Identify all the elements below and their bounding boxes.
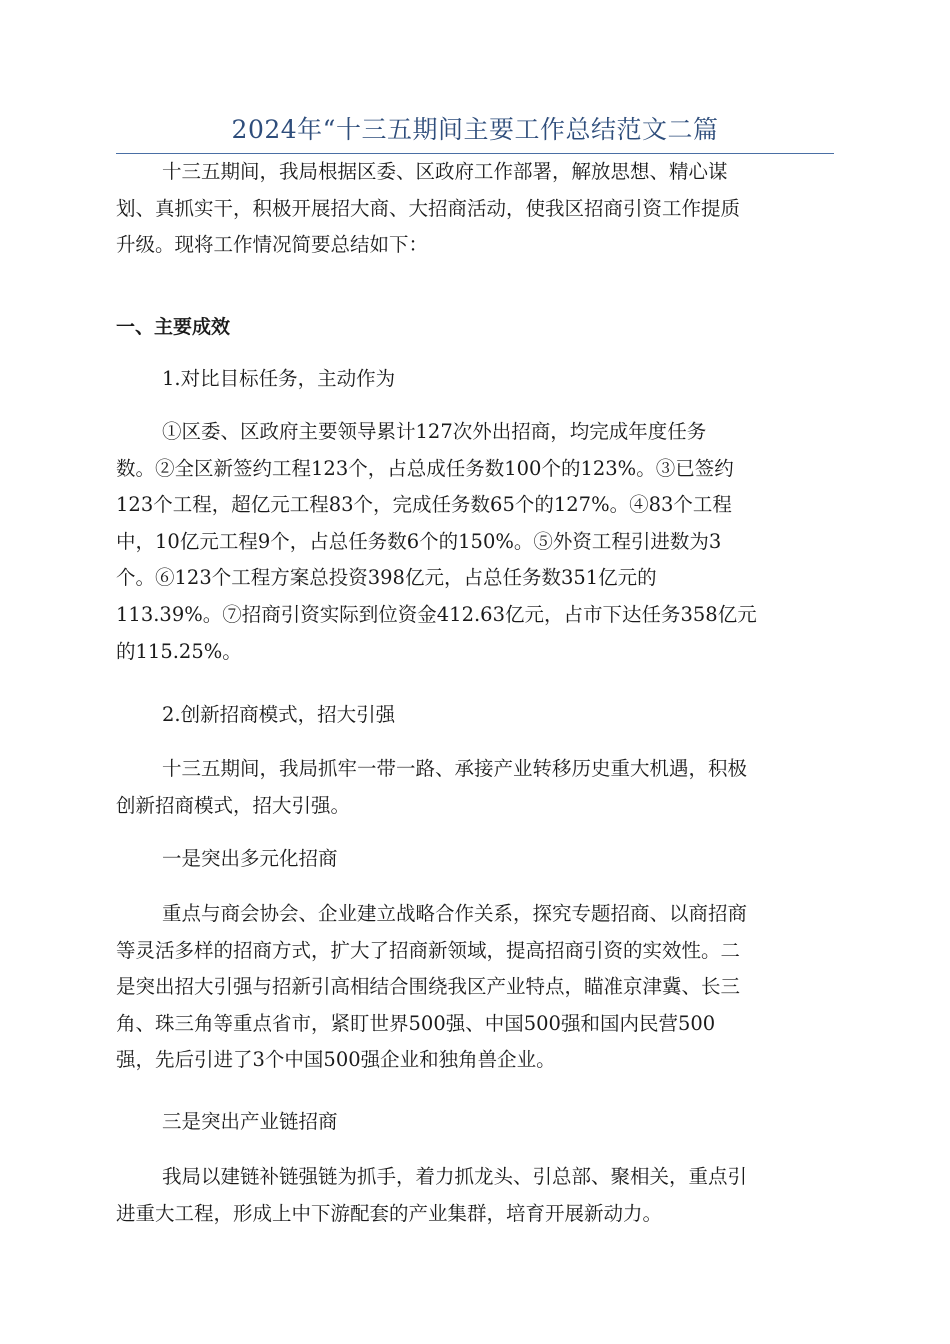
item2-line: 创新招商模式，招大引强。 bbox=[116, 793, 351, 817]
item1-line: 个。⑥123个工程方案总投资398亿元，占总任务数351亿元的 bbox=[116, 566, 657, 590]
sub1-line: 强，先后引进了3个中国500强企业和独角兽企业。 bbox=[116, 1048, 556, 1072]
subsection-heading: 三是突出产业链招商 bbox=[162, 1110, 338, 1133]
intro-line: 升级。现将工作情况简要总结如下： bbox=[116, 233, 429, 257]
item-heading: 2.创新招商模式，招大引强 bbox=[162, 703, 396, 726]
item2-line: 十三五期间，我局抓牢一带一路、承接产业转移历史重大机遇，积极 bbox=[162, 757, 748, 780]
item1-line: ①区委、区政府主要领导累计127次外出招商，均完成年度任务 bbox=[162, 420, 707, 443]
sub3-line: 我局以建链补链强链为抓手，着力抓龙头、引总部、聚相关，重点引 bbox=[162, 1165, 748, 1188]
sub1-paragraph bbox=[116, 896, 834, 1079]
intro-line: 划、真抓实干，积极开展招大商、大招商活动，使我区招商引资工作提质 bbox=[116, 196, 741, 220]
document-title: 2024年“十三五期间主要工作总结范文二篇 bbox=[231, 115, 719, 144]
intro-line: 十三五期间，我局根据区委、区政府工作部署，解放思想、精心谋 bbox=[162, 160, 728, 183]
item1-line: 中，10亿元工程9个，占总任务数6个的150%。⑤外资工程引进数为3 bbox=[116, 529, 722, 553]
sub1-line: 等灵活多样的招商方式，扩大了招商新领域，提高招商引资的实效性。二 bbox=[116, 938, 741, 962]
item1-line: 的115.25%。 bbox=[116, 639, 242, 663]
item1-paragraph bbox=[116, 414, 834, 670]
sub3-line: 进重大工程，形成上中下游配套的产业集群，培育开展新动力。 bbox=[116, 1201, 663, 1225]
item1-line: 113.39%。⑦招商引资实际到位资金412.63亿元，占市下达任务358亿元 bbox=[116, 602, 757, 626]
intro-paragraph bbox=[116, 154, 834, 264]
item2-paragraph bbox=[116, 751, 834, 824]
item1-line: 123个工程，超亿元工程83个，完成任务数65个的127%。④83个工程 bbox=[116, 493, 732, 517]
item1-line: 数。②全区新签约工程123个，占总成任务数100个的123%。③已签约 bbox=[116, 456, 734, 480]
section-heading: 一、主要成效 bbox=[116, 316, 231, 338]
subsection-heading: 一是突出多元化招商 bbox=[162, 847, 338, 870]
sub1-line: 重点与商会协会、企业建立战略合作关系，探究专题招商、以商招商 bbox=[162, 902, 748, 925]
item-heading: 1.对比目标任务，主动作为 bbox=[162, 367, 396, 390]
sub1-line: 是突出招大引强与招新引高相结合围绕我区产业特点，瞄准京津冀、长三 bbox=[116, 975, 741, 999]
sub3-paragraph bbox=[116, 1159, 834, 1232]
sub1-line: 角、珠三角等重点省市，紧盯世界500强、中国500强和国内民营500 bbox=[116, 1011, 716, 1035]
